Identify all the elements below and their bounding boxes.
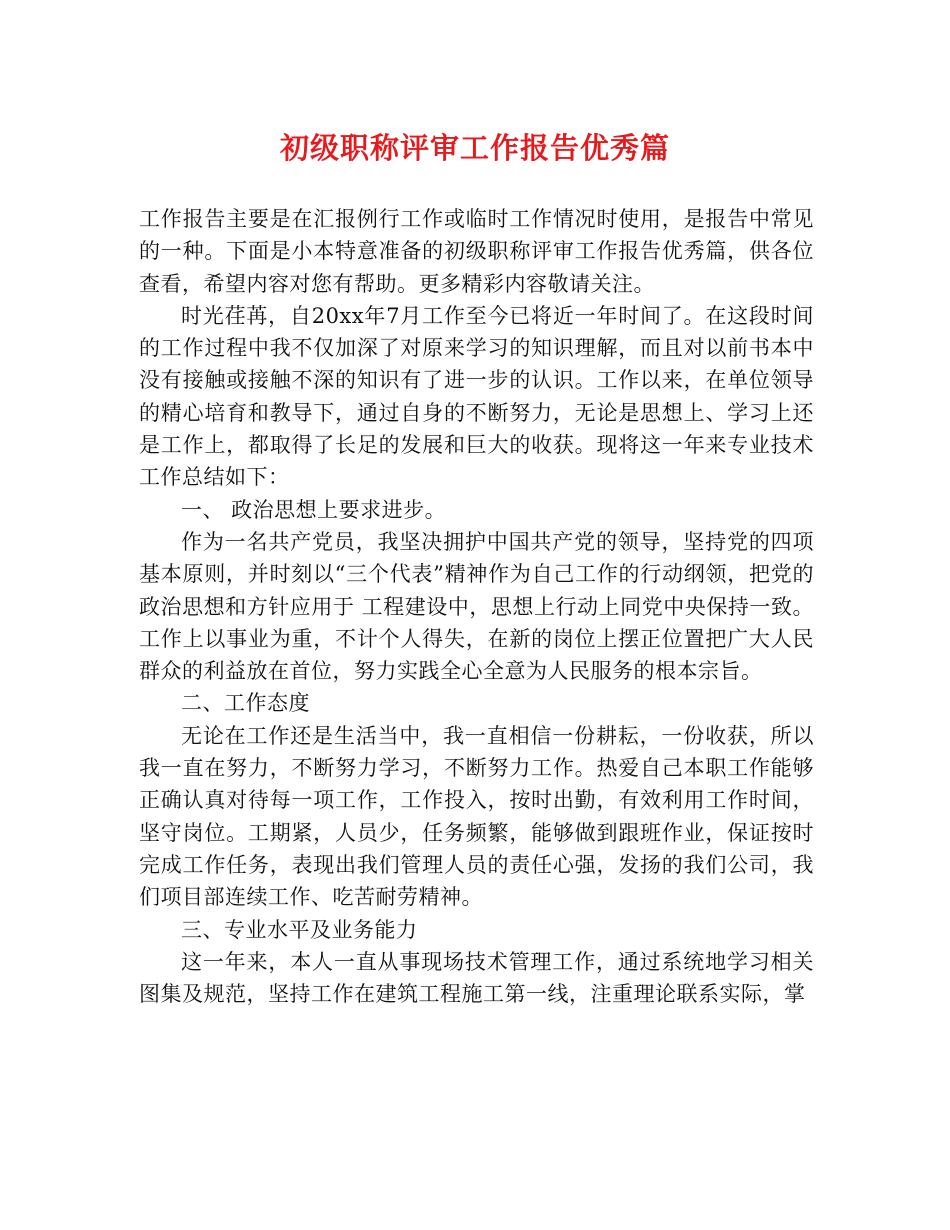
section-heading-attitude: 二、工作态度 bbox=[181, 691, 310, 716]
body-paragraph: 时光荏苒，自20xx年7月工作至今已将近一年时间了。在这段时间的工作过程中我不仅加深了对原来学习的知识理解，而且对以前书本中没有接触或接触不深的知识有了进一步的认识。工作以来，在单位领导的精心培育和教导下，通过自身的不断努力，无论是思想上、学习上还是工作上，都取得了长足的发展和巨大的收获。现将这一年来专业技术工作总结如下： bbox=[139, 303, 814, 490]
document-title: 初级职称评审工作报告优秀篇 bbox=[279, 131, 670, 165]
body-paragraph: 无论在工作还是生活当中，我一直相信一份耕耘，一份收获，所以我一直在努力，不断努力学习，不断努力工作。热爱自己本职工作能够正确认真对待每一项工作，工作投入，按时出勤，有效利用工作时间，坚守岗位。工期紧，人员少，任务频繁，能够做到跟班作业，保证按时完成工作任务，表现出我们管理人员的责任心强，发扬的我们公司，我们项目部连续工作、吃苦耐劳精神。 bbox=[139, 723, 814, 910]
body-paragraph: 这一年来，本人一直从事现场技术管理工作，通过系统地学习相关图集及规范，坚持工作在建筑工程施工第一线，注重理论联系实际，掌 bbox=[139, 949, 814, 1007]
section-heading-expertise: 三、专业水平及业务能力 bbox=[181, 917, 418, 942]
section-heading-politics: 一、 政治思想上要求进步。 bbox=[181, 497, 447, 522]
intro-paragraph: 工作报告主要是在汇报例行工作或临时工作情况时使用，是报告中常见的一种。下面是小本特意准备的初级职称评审工作报告优秀篇，供各位查看，希望内容对您有帮助。更多精彩内容敬请关注。 bbox=[139, 207, 814, 296]
body-paragraph: 作为一名共产党员，我坚决拥护中国共产党的领导，坚持党的四项基本原则，并时刻以“三个代表”精神作为自己工作的行动纲领，把党的政治思想和方针应用于 工程建设中，思想上行动上同党中央保持一致。工作上以事业为重，不计个人得失，在新的岗位上摆正位置把广大人民群众的利益放在首位，努力实践全心全意为人民服务的根本宗旨。 bbox=[139, 529, 814, 684]
document-body bbox=[139, 203, 814, 1010]
